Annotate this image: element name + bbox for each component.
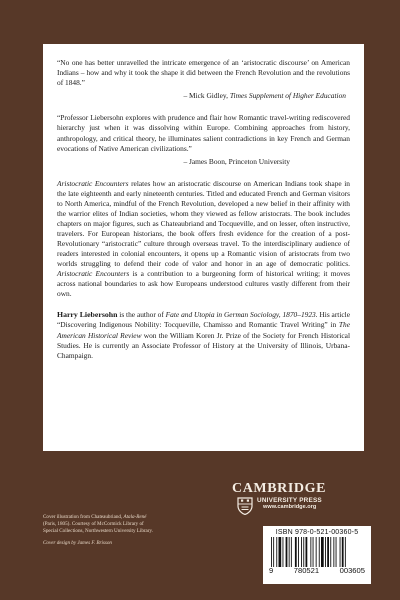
- barcode-digit-group: 003605: [339, 566, 365, 575]
- author-bio-text: His article “Discovering Indigenous Nobility: Tocqueville, Chamisso and Romantic Travel Writing” in: [57, 310, 351, 330]
- text-panel: [43, 44, 364, 451]
- author-bio-text: is the author of: [117, 310, 166, 320]
- author-name: Harry Liebersohn: [57, 310, 118, 320]
- review-attribution-1: [57, 91, 346, 101]
- journal-title: The American Historical Review: [57, 320, 350, 340]
- review-publication: Times Supplement of Higher Education: [229, 91, 346, 101]
- author-bio-text: won the William Koren Jr. Prize of the Society for French Historical Studies. He is currently an Associate Professor of History at the University of Illinois, Urbana-Champaign.: [57, 330, 350, 360]
- barcode-digit-group: 780521: [293, 566, 320, 575]
- publisher-logo: [232, 482, 372, 510]
- isbn-label: ISBN 978-0-521-00360-5: [275, 529, 359, 536]
- description-text-2: is a contribution to a burgeoning form of historical writing; it moves across national boundaries to ask how Europeans understood cultures vastly different from their own.: [57, 269, 350, 299]
- credit-text: Cover illustration from Chateaubriand,: [43, 514, 124, 520]
- review-attribution-2: – James Boon, Princeton University: [183, 156, 290, 166]
- review-quote-1: “No one has better unravelled the intricate emergence of an ‘aristocratic discourse’ on American Indians – how and why it took the shape it did between the French Revolution and the revolutions of 1848.”: [57, 58, 350, 88]
- publisher-url: www.cambridge.org: [263, 504, 317, 510]
- credit-title: Atala-René: [123, 514, 147, 520]
- book-title-ref: Aristocratic Encounters: [57, 269, 130, 279]
- barcode-area: [263, 526, 371, 584]
- review-quote-2: “Professor Liebersohn explores with prudence and flair how Romantic travel-writing rediscovered hierarchy just when it was dissolving within Europe. Combining approaches from history, anthropology, and critical theory, he illuminates salient contradictions in key French and German evocations of Native American civilizations.”: [57, 113, 350, 153]
- cover-credits: [43, 514, 208, 547]
- barcode-digit-group: 9: [269, 566, 274, 575]
- author-bio: [57, 310, 350, 360]
- publisher-subname: UNIVERSITY PRESS: [257, 497, 322, 504]
- reviewer-name: – Mick Gidley,: [183, 91, 228, 101]
- book-description: [57, 179, 350, 300]
- barcode-icon: [269, 537, 365, 567]
- publisher-name: CAMBRIDGE: [232, 481, 327, 496]
- credit-line: (Paris, 1805). Courtesy of McCormick Library of: [43, 521, 144, 528]
- cover-design-credit: Cover design by James F. Brisson: [43, 539, 112, 546]
- author-book-title: Fate and Utopia in German Sociology, 1870–1923.: [165, 310, 318, 320]
- book-title-ref: Aristocratic Encounters: [57, 178, 129, 188]
- barcode-digits: [268, 566, 366, 575]
- credit-line: Special Collections, Northwestern University Library.: [43, 528, 154, 535]
- description-text-1: relates how an aristocratic discourse on American Indians took shape in the late eighteenth and early nineteenth centuries. Titled and educated French and German visitors to North America, mindful of the French Revolution, developed a new belief in their affinity with the warrior elites of Indian societies, whom they viewed as fellow aristocrats. The book includes chapters on major figures, such as Chateaubriand and Tocqueville, and on lesser, often instructive, travelers. For European historians, the book offers fresh evidence for the creation of a post-Revolutionary “aristocratic” culture through overseas travel. To the interdisciplinary audience of readers interested in colonial encounters, it opens up a Romantic vision of aristocrats from two worlds struggling to defend their code of valor and honor in an age of democratic politics.: [57, 178, 350, 269]
